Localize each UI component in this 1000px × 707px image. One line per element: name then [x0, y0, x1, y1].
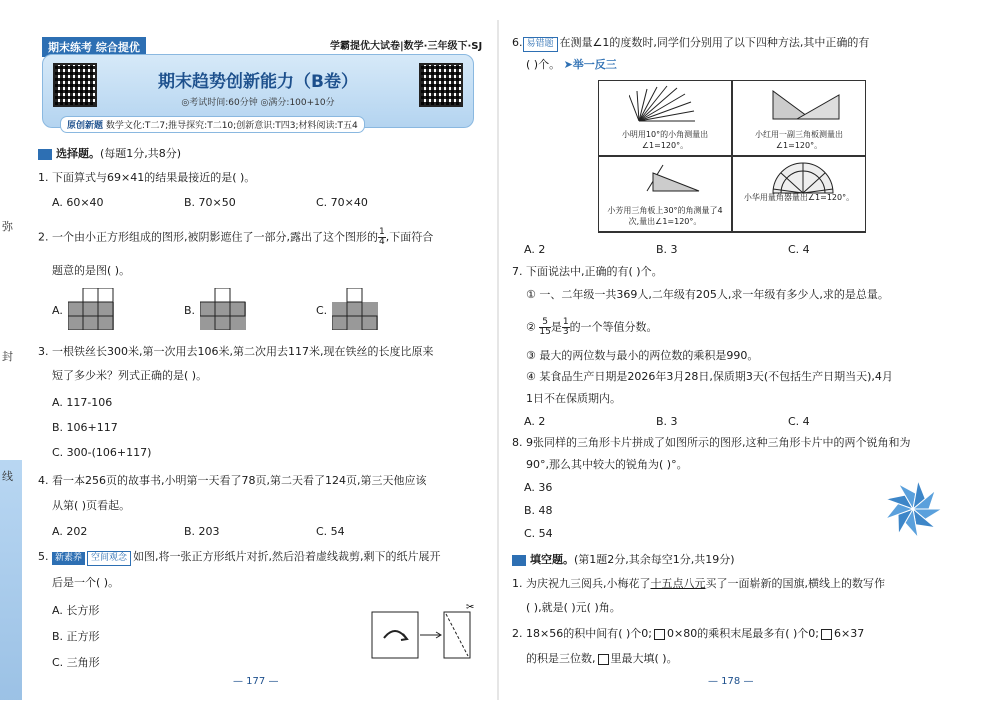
q8-line2: 90°,那么其中较大的锐角为( )°。: [526, 458, 688, 471]
q7-statement-3: ③ 最大的两位数与最小的两位数的乘积是990。: [526, 349, 759, 362]
option-c[interactable]: C. 4: [788, 415, 810, 428]
q7-statement-1: ① 一、二年级一共369人,二年级有205人,求一年级有多少人,求的是总量。: [526, 288, 889, 301]
option-b[interactable]: B. 正方形: [52, 630, 100, 643]
option-c[interactable]: C. 三角形: [52, 656, 100, 669]
underlined-amount: 十五点八元: [650, 577, 706, 590]
question-4: 4. 看一本256页的故事书,小明第一天看了78页,第二天看了124页,第三天他应该: [38, 474, 427, 487]
binding-strip: [0, 460, 22, 700]
innovation-line: [60, 116, 365, 133]
option-a[interactable]: A.: [52, 304, 63, 317]
triangle-30-icon: [643, 161, 703, 195]
innovation-text: 数学文化:T二7;推导探究:T二10;创新意识:T四3;材料阅读:T五4: [105, 121, 358, 131]
section-title: 填空题。: [530, 553, 574, 566]
section-title: 选择题。: [56, 147, 100, 160]
q6-text: 在测量∠1的度数时,同学们分别用了以下四种方法,其中正确的有: [559, 36, 870, 49]
method-caption: 小明用10°的小角测量出∠1=120°。: [621, 130, 709, 150]
fraction: $\frac{1}{3}$: [562, 317, 569, 337]
q5-num: 5.: [38, 550, 49, 563]
q6-text-b: ( )个。: [526, 58, 561, 71]
method-cell: [732, 80, 866, 156]
q7-statement-4b: 1日不在保质期内。: [526, 392, 621, 405]
angle-methods-table: [598, 80, 866, 233]
question-5: [38, 550, 483, 566]
exam-title: 期末趋势创新能力（B卷）: [158, 72, 358, 92]
question-8: 8. 9张同样的三角形卡片拼成了如图所示的图形,这种三角形卡片中的两个锐角和为: [512, 436, 911, 449]
figure-c: [332, 288, 378, 330]
option-a[interactable]: A. 117-106: [52, 396, 113, 409]
q5-line2: 后是一个( )。: [52, 576, 120, 589]
section-desc: (第1题2分,其余每空1分,共19分): [574, 553, 735, 566]
option-a[interactable]: A. 2: [524, 415, 546, 428]
method-cell: [598, 80, 732, 156]
q7-statement-2: ② $\frac{5}{15}$ 是 $\frac{1}{3}$ 的一个等值分数。: [526, 317, 658, 337]
option-b[interactable]: B. 3: [656, 243, 678, 256]
question-1: 1. 下面算式与69×41的结果最接近的是( )。: [38, 171, 256, 184]
option-c[interactable]: C. 300-(106+117): [52, 446, 152, 459]
q5-text: 如图,将一张正方形纸片对折,然后沿着虚线裁剪,剩下的纸片展开: [133, 550, 441, 563]
method-caption: 小华用量角器量出∠1=120°。: [743, 193, 855, 202]
fill-question-2: 2. 18×56的积中间有( )个0; 0×80的乘积末尾最多有( )个0; 6×37: [512, 627, 865, 640]
exam-tag: 期末练考 综合提优: [42, 37, 146, 57]
question-7: 7. 下面说法中,正确的有( )个。: [512, 265, 663, 278]
section-num-icon: [512, 555, 526, 566]
figure-a: [68, 288, 114, 330]
blank-box[interactable]: [821, 629, 832, 640]
page-number: — 178 —: [708, 676, 754, 687]
option-b[interactable]: B. 106+117: [52, 421, 118, 434]
q2-text: 2. 一个由小正方形组成的图形,被阴影遮住了一部分,露出了这个图形的: [38, 230, 378, 244]
option-a[interactable]: A. 2: [524, 243, 546, 256]
small-angle-fan-icon: [629, 85, 699, 123]
section-heading: [512, 551, 735, 567]
fill-q2-line2: 的积是三位数, 里最大填( )。: [526, 652, 678, 665]
binding-char: 线: [2, 470, 13, 483]
binding-char: 封: [2, 350, 13, 363]
option-b[interactable]: B.: [184, 304, 196, 317]
question-3: 3. 一根铁丝长300米,第一次用去106米,第二次用去117米,现在铁丝的长度比原来: [38, 345, 434, 358]
method-cell: [732, 156, 866, 232]
svg-text:✂: ✂: [466, 602, 475, 613]
option-b[interactable]: B. 70×50: [184, 196, 236, 209]
related-practice-link[interactable]: ➤举一反三: [563, 58, 617, 71]
book-spine: [497, 20, 499, 700]
question-6: 6. 易错题 在测量∠1的度数时,同学们分别用了以下四种方法,其中正确的有: [512, 36, 982, 52]
fraction: $\frac{1}{4}$: [378, 227, 385, 247]
method-caption: 小红用一副三角板测量出∠1=120°。: [755, 130, 843, 150]
option-b[interactable]: B. 3: [656, 415, 678, 428]
question-2: [38, 228, 478, 247]
option-c[interactable]: C. 70×40: [316, 196, 368, 209]
option-a[interactable]: A. 36: [524, 481, 553, 494]
option-c[interactable]: C.: [316, 304, 328, 317]
pinwheel-figure: [882, 478, 944, 540]
q6-line2: [526, 58, 617, 72]
option-a[interactable]: A. 长方形: [52, 604, 100, 617]
series-title: 学霸提优大试卷|数学·三年级下·SJ: [330, 41, 483, 52]
blank-box[interactable]: [654, 629, 665, 640]
q3-line2: 短了多少米？列式正确的是( )。: [52, 369, 208, 382]
option-b[interactable]: B. 203: [184, 525, 220, 538]
option-c[interactable]: C. 54: [524, 527, 553, 540]
option-c[interactable]: C. 54: [316, 525, 345, 538]
option-b[interactable]: B. 48: [524, 504, 553, 517]
method-cell: [598, 156, 732, 232]
method-caption: 小芳用三角板上30°的角测量了4次,量出∠1=120°。: [607, 206, 723, 226]
protractor-icon: [771, 161, 835, 195]
section-num-icon: [38, 149, 52, 160]
page-number: — 177 —: [233, 676, 279, 687]
q4-line2: 从第( )页看起。: [52, 499, 131, 512]
exam-meta: ◎考试时间:60分钟 ◎满分:100+10分: [181, 98, 335, 108]
q2-line2: 题意的是图( )。: [52, 264, 131, 277]
badge-error-prone: 易错题: [523, 37, 558, 52]
option-a[interactable]: A. 60×40: [52, 196, 104, 209]
paper-fold-figure: [370, 600, 480, 662]
fill-question-1: 1. 为庆祝九三阅兵,小梅花了十五点八元买了一面崭新的国旗,横线上的数写作: [512, 577, 885, 590]
innovation-label: 原创新题: [67, 121, 104, 131]
set-square-icon: [771, 87, 841, 123]
blank-box[interactable]: [598, 654, 609, 665]
option-a[interactable]: A. 202: [52, 525, 88, 538]
section-heading: [38, 145, 181, 161]
badge-new-literacy: 新素养: [52, 552, 85, 565]
fill-q1-line2: ( ),就是( )元( )角。: [526, 601, 621, 614]
badge-spatial: 空间观念: [87, 551, 131, 566]
q7-statement-4: ④ 某食品生产日期是2026年3月28日,保质期3天(不包括生产日期当天),4月: [526, 370, 893, 383]
option-c[interactable]: C. 4: [788, 243, 810, 256]
binding-char: 弥: [2, 220, 13, 233]
figure-b: [200, 288, 246, 330]
fraction: $\frac{5}{15}$: [539, 317, 551, 337]
section-desc: (每题1分,共8分): [100, 147, 182, 160]
q2-text-b: ,下面符合: [385, 230, 434, 244]
